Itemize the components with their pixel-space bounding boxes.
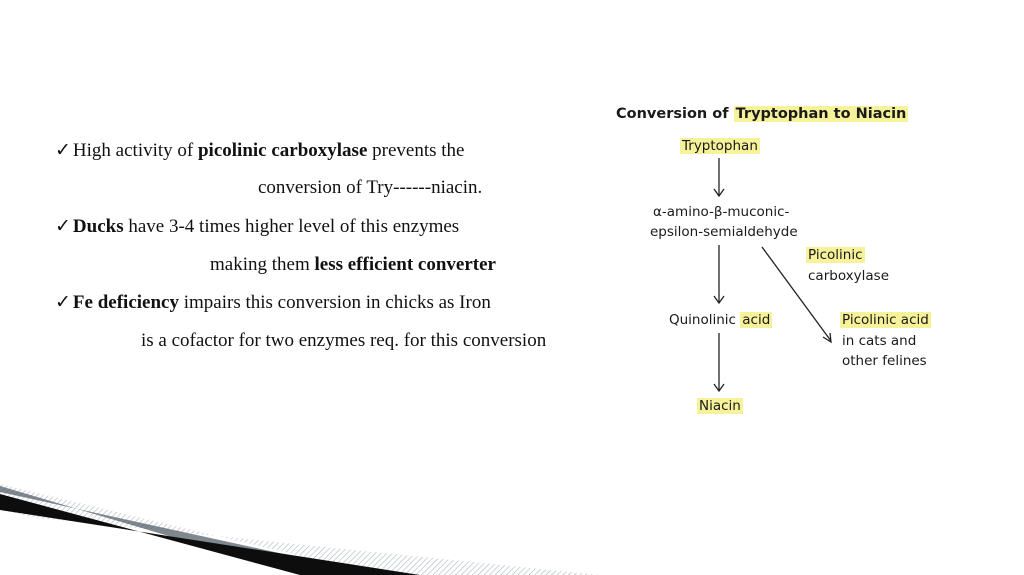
bold-text: less efficient converter [314, 254, 496, 275]
bold-text: Fe deficiency [72, 292, 179, 313]
intermediate-label-line-2: epsilon-semialdehyde [650, 224, 798, 240]
arrow-head [823, 333, 831, 342]
bold-text: picolinic carboxylase [197, 140, 368, 161]
niacin-label: Niacin [699, 398, 741, 414]
bullet-3-line-2: is a cofactor for two enzymes req. for this conversion [141, 330, 547, 351]
check-mark-icon: ✓ [55, 291, 71, 313]
enzyme-label-line-1: Picolinic [808, 247, 863, 263]
bullet-1-line-1 [55, 139, 464, 162]
diagram-title: Conversion of Tryptophan to Niacin [616, 106, 907, 122]
decorative-bottom-stripe [0, 470, 1024, 575]
text: impairs this conversion in chicks as Iron [178, 292, 491, 313]
picolinic-acid-label: Picolinic acid [842, 312, 929, 328]
felines-label-line-1: in cats and [842, 333, 917, 349]
quinolinic-acid-label: Quinolinic acid [669, 312, 771, 328]
check-mark-icon: ✓ [55, 215, 71, 237]
bullet-3-line-1 [55, 291, 491, 314]
bold-text: Ducks [72, 216, 124, 237]
bullet-2-line-1 [55, 215, 459, 238]
text: have 3-4 times higher level of this enzymes [123, 216, 460, 237]
felines-label-line-2: other felines [842, 353, 927, 369]
intermediate-label-line-1: α-amino-β-muconic- [653, 204, 790, 220]
diagram-arrows [600, 95, 940, 435]
tryptophan-label: Tryptophan [682, 138, 758, 154]
bullet-1-line-2: conversion of Try------niacin. [258, 177, 483, 198]
bullet-list [0, 0, 620, 400]
tryptophan-niacin-diagram [600, 95, 940, 435]
text: prevents the [367, 140, 465, 161]
check-mark-icon: ✓ [55, 139, 71, 161]
enzyme-label-line-2: carboxylase [808, 268, 889, 284]
bullet-2-line-2 [210, 254, 496, 276]
text: making them [210, 254, 315, 275]
text: High activity of [72, 140, 198, 161]
